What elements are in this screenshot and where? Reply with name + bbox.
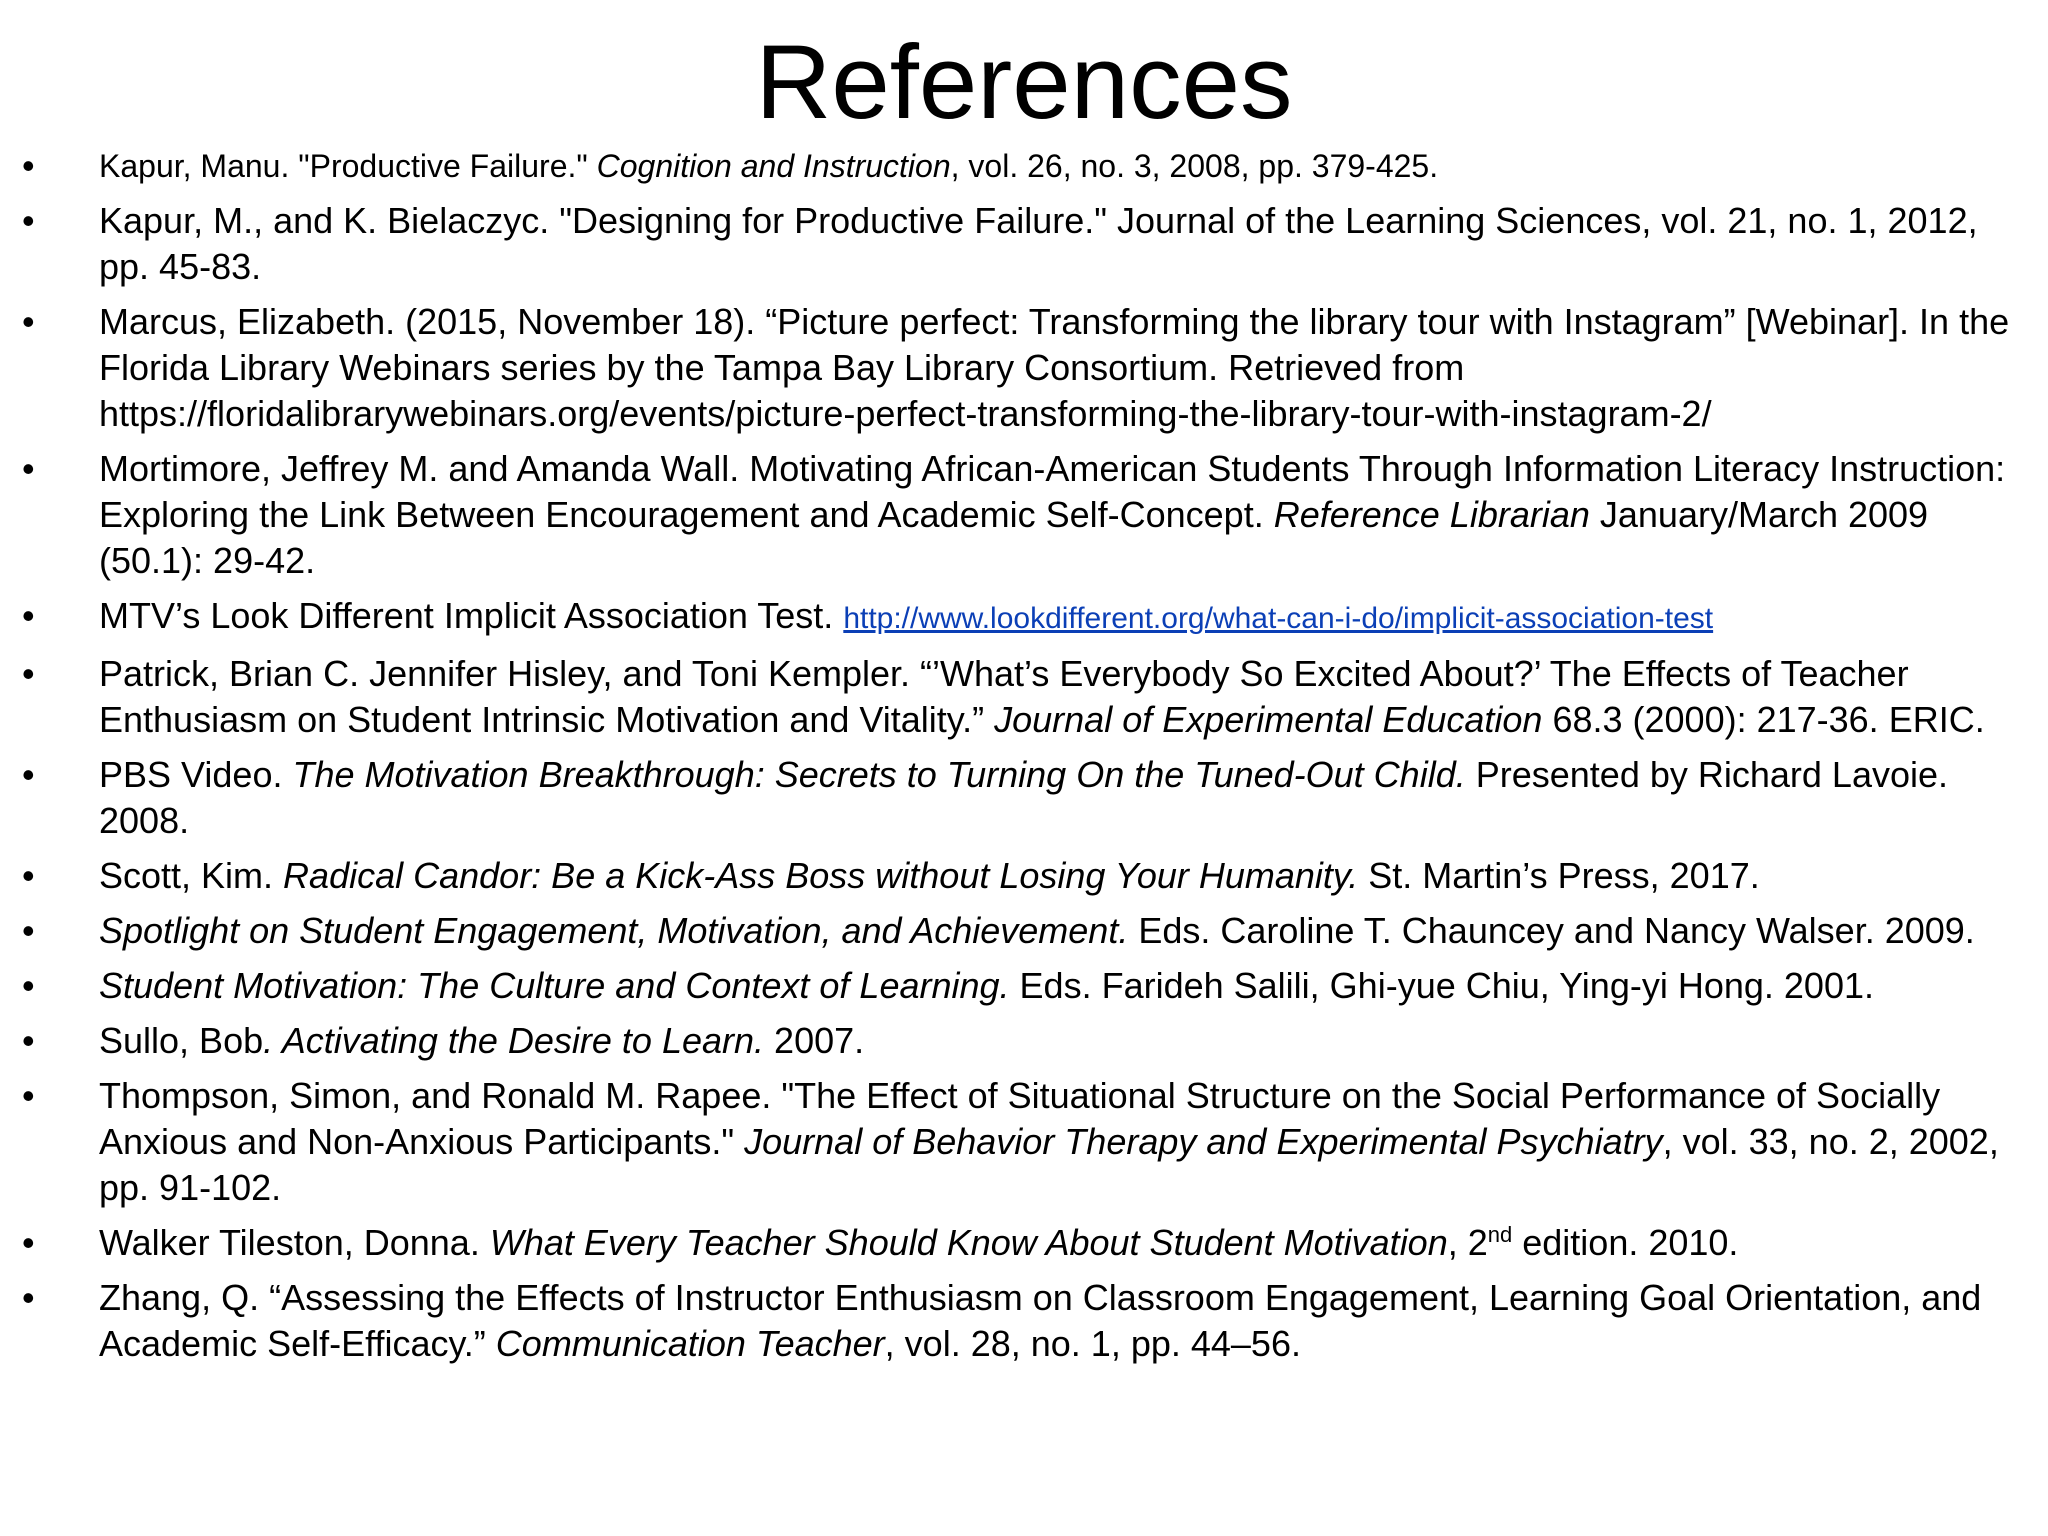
ref-text: PBS Video. — [99, 754, 293, 795]
bullet-icon: • — [22, 855, 35, 896]
ref-text: , vol. 28, no. 1, pp. 44–56. — [884, 1323, 1301, 1364]
ref-text: 68.3 (2000): 217-36. ERIC. — [1542, 699, 1985, 740]
ref-title: Cognition and Instruction — [596, 148, 951, 184]
list-item — [22, 853, 2032, 899]
ref-text: 2007. — [764, 1020, 865, 1061]
implicit-association-test-link[interactable]: http://www.lookdifferent.org/what-can-i-do/implicit-association-test — [843, 602, 1714, 635]
list-item — [22, 752, 2032, 844]
list-item — [22, 593, 2032, 642]
ref-text: , 2 — [1447, 1222, 1488, 1263]
ref-text: , vol. 33, no. 2, 2002, pp. 91-102. — [99, 1121, 1999, 1208]
ref-title: Reference Librarian — [1273, 494, 1590, 535]
bullet-icon: • — [22, 910, 35, 951]
bullet-icon: • — [22, 448, 35, 489]
ref-title: Communication Teacher — [495, 1323, 885, 1364]
bullet-icon: • — [22, 145, 35, 186]
bullet-icon: • — [22, 754, 35, 795]
ref-title: Student Motivation: The Culture and Context of Learning. — [99, 965, 1010, 1006]
bullet-icon: • — [22, 1020, 35, 1061]
bullet-icon: • — [22, 200, 35, 241]
list-item — [22, 963, 2032, 1009]
ref-title: Journal of Behavior Therapy and Experimental Psychiatry — [744, 1121, 1663, 1162]
list-item — [22, 299, 2032, 437]
bullet-icon: • — [22, 595, 35, 636]
ref-text: Eds. Farideh Salili, Ghi-yue Chiu, Ying-yi Hong. 2001. — [1009, 965, 1874, 1006]
ref-text: edition. 2010. — [1512, 1222, 1739, 1263]
list-item — [22, 198, 2032, 290]
ref-text: St. Martin’s Press, 2017. — [1358, 855, 1760, 896]
bullet-icon: • — [22, 653, 35, 694]
bullet-icon: • — [22, 1075, 35, 1116]
ref-text: Zhang, Q. “Assessing the Effects of Instructor Enthusiasm on Classroom Engagement, Learning Goal Orientation, and Academic Self-Efficacy.” — [99, 1277, 1982, 1364]
list-item — [22, 908, 2032, 954]
list-item — [22, 1018, 2032, 1064]
ref-title: Radical Candor: Be a Kick-Ass Boss without Losing Your Humanity. — [283, 855, 1359, 896]
list-item — [22, 1275, 2032, 1367]
page-title: References — [755, 24, 1293, 141]
ref-text: Eds. Caroline T. Chauncey and Nancy Walser. 2009. — [1128, 910, 1975, 951]
bullet-icon: • — [22, 965, 35, 1006]
bullet-icon: • — [22, 1277, 35, 1318]
list-item — [22, 1220, 2032, 1266]
ref-text: Marcus, Elizabeth. (2015, November 18). “Picture perfect: Transforming the library tour with Instagram” [Webinar]. In the Florida Library Webinars series by the Tampa Bay Library Consortium. Retrieved from https://floridalibrarywebinars.org/events/picture-perfect-transforming-the-library-tour-with-instagram-2/ — [99, 301, 2010, 434]
ref-text: Walker Tileston, Donna. — [99, 1222, 490, 1263]
bullet-icon: • — [22, 1222, 35, 1263]
ref-text: Kapur, Manu. "Productive Failure." — [99, 148, 597, 184]
ref-title: The Motivation Breakthrough: Secrets to Turning On the Tuned-Out Child. — [292, 754, 1466, 795]
ref-text: , vol. 26, no. 3, 2008, pp. 379-425. — [950, 148, 1439, 184]
ref-text: Kapur, M., and K. Bielaczyc. "Designing for Productive Failure." Journal of the Learning Sciences, vol. 21, no. 1, 2012, pp. 45-83. — [99, 200, 1978, 287]
list-item — [22, 651, 2032, 743]
ref-text: January/March 2009 (50.1): 29-42. — [99, 494, 1929, 581]
ref-text: Sullo, Bob — [99, 1020, 264, 1061]
ref-text: Mortimore, Jeffrey M. and Amanda Wall. Motivating African-American Students Through Information Literacy Instruction: Exploring the Link Between Encouragement and Academic Self-Concept. — [99, 448, 2006, 535]
ref-superscript: nd — [1487, 1222, 1513, 1247]
ref-text: Presented by Richard Lavoie. 2008. — [99, 754, 1949, 841]
ref-text: Scott, Kim. — [99, 855, 284, 896]
ref-text: MTV’s Look Different Implicit Association Test. — [99, 595, 844, 636]
ref-text: Thompson, Simon, and Ronald M. Rapee. "The Effect of Situational Structure on the Social Performance of Socially Anxious and Non-Anxious Participants." — [99, 1075, 1941, 1162]
reference-list — [22, 143, 2032, 1376]
ref-title: Journal of Experimental Education — [994, 699, 1543, 740]
bullet-icon: • — [22, 301, 35, 342]
list-item — [22, 143, 2032, 189]
list-item — [22, 446, 2032, 584]
ref-text: Patrick, Brian C. Jennifer Hisley, and Toni Kempler. “’What’s Everybody So Excited About?’ The Effects of Teacher Enthusiasm on Student Intrinsic Motivation and Vitality.” — [99, 653, 1909, 740]
list-item — [22, 1073, 2032, 1211]
ref-title: What Every Teacher Should Know About Student Motivation — [489, 1222, 1448, 1263]
ref-title: Spotlight on Student Engagement, Motivation, and Achievement. — [99, 910, 1129, 951]
ref-title: . Activating the Desire to Learn. — [263, 1020, 765, 1061]
